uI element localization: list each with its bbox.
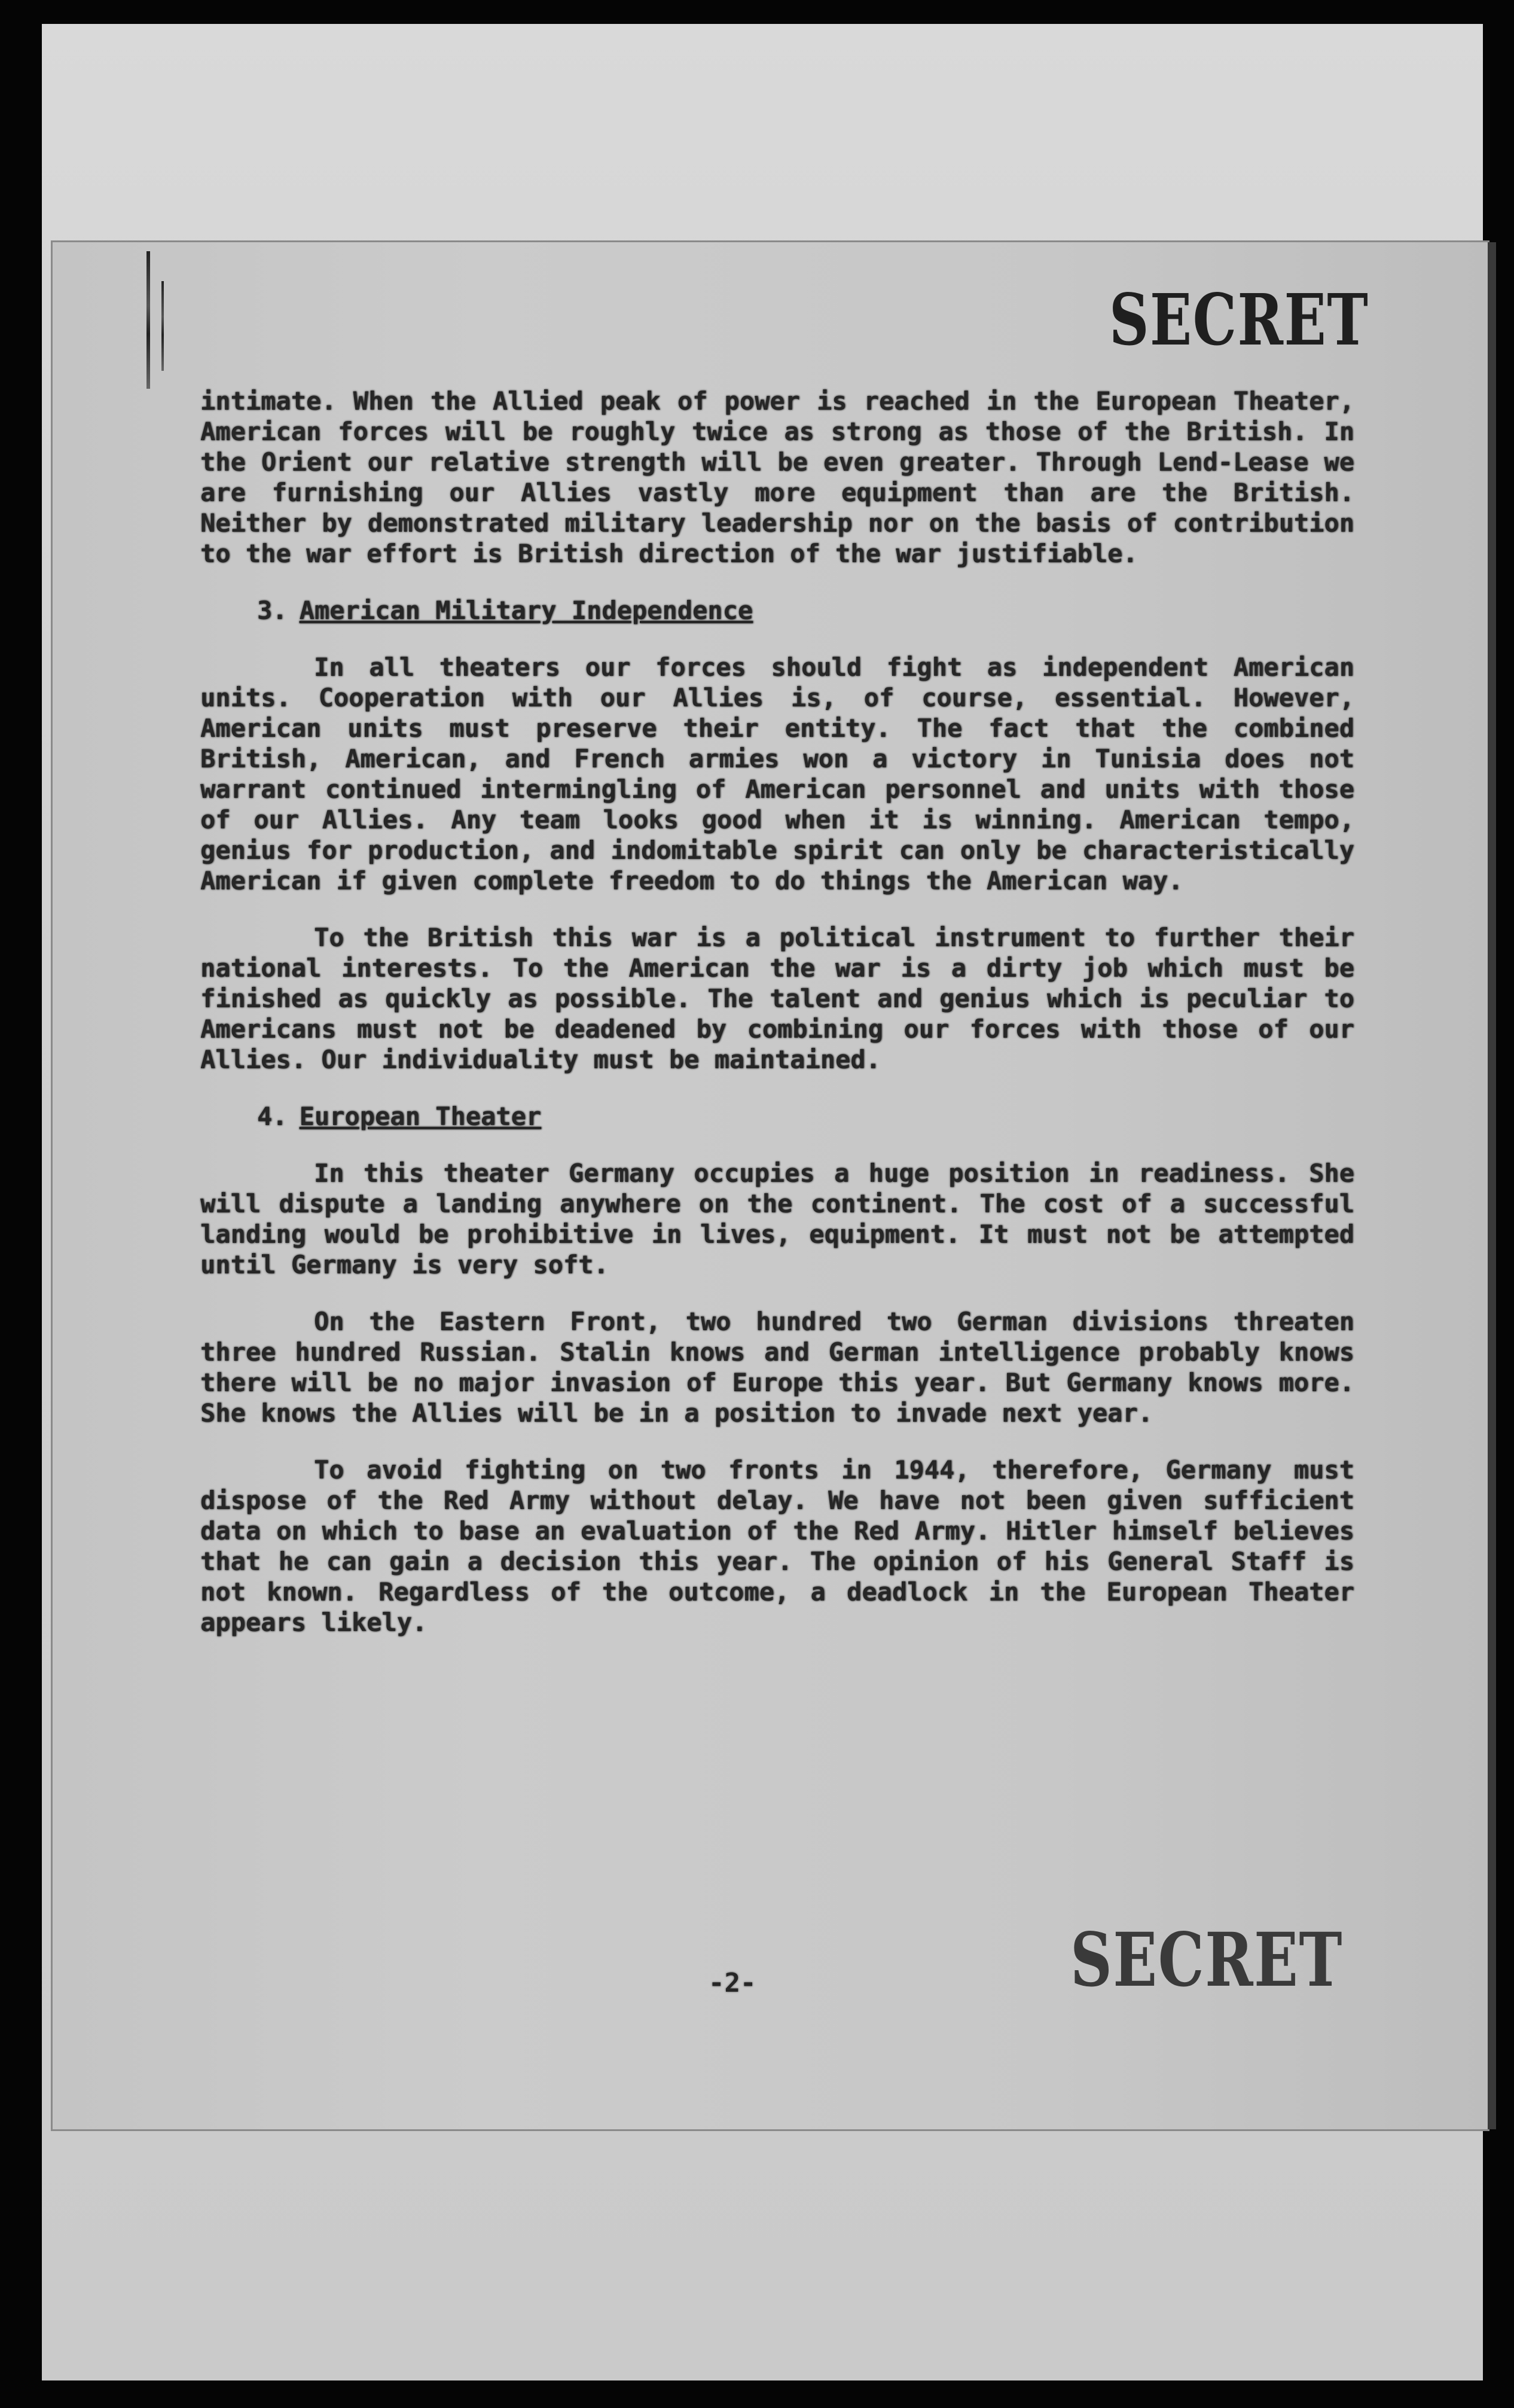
binding-mark — [146, 251, 150, 389]
section-4-paragraph-3: To avoid fighting on two fronts in 1944, therefore, Germany must dispose of the Red Army without delay. We have not been given sufficient data on which to base an evaluation of the Red Army. Hitler himself believes that he can gain a decision this year. The opinion of his General Staff is not known. Regardless of the outcome, a deadlock in the European Theater appears likely. — [200, 1455, 1354, 1637]
section-title: European Theater — [299, 1102, 542, 1131]
secret-stamp-top: SECRET — [1109, 278, 1369, 361]
section-4-heading — [257, 1101, 1354, 1132]
section-number: 3. — [257, 596, 288, 625]
section-3-paragraph-2: To the British this war is a political instrument to further their national interests. To the American the war is a dirty job which must be finished as quickly as possible. The talent and genius which is peculiar to Americans must not be deadened by combining our forces with those of our Allies. Our individuality must be maintained. — [200, 923, 1354, 1074]
page-number: -2- — [709, 1968, 756, 1998]
binding-mark — [161, 281, 164, 371]
section-4-paragraph-2: On the Eastern Front, two hundred two German divisions threaten three hundred Russian. Stalin knows and German intelligence probably knows there will be no major invasion of Europe this year. But Germany knows more. She knows the Allies will be in a position to invade next year. — [200, 1307, 1354, 1428]
section-number: 4. — [257, 1102, 288, 1131]
section-3-paragraph-1: In all theaters our forces should fight as independent American units. Cooperation with our Allies is, of course, essential. However, American units must preserve their entity. The fact that the combined British, American, and French armies won a victory in Tunisia does not warrant continued intermingling of American personnel and units with those of our Allies. Any team looks good when it is winning. American tempo, genius for production, and indomitable spirit can only be characteristically American if given complete freedom to do things the American way. — [200, 653, 1354, 895]
secret-stamp-bottom: SECRET — [1070, 1917, 1343, 2004]
section-3-heading — [257, 595, 1354, 626]
typescript-body — [200, 386, 1354, 1664]
section-title: American Military Independence — [299, 596, 753, 625]
section-4-paragraph-1: In this theater Germany occupies a huge position in readiness. She will dispute a landing anywhere on the continent. The cost of a successful landing would be prohibitive in lives, equipment. It must not be attempted until Germany is very soft. — [200, 1159, 1354, 1279]
opening-paragraph: intimate. When the Allied peak of power is reached in the European Theater, American forces will be roughly twice as strong as those of the British. In the Orient our relative strength will be even greater. Through Lend-Lease we are furnishing our Allies vastly more equipment than are the British. Neither by demonstrated military leadership nor on the basis of contribution to the war effort is British direction of the war justifiable. — [200, 386, 1354, 568]
